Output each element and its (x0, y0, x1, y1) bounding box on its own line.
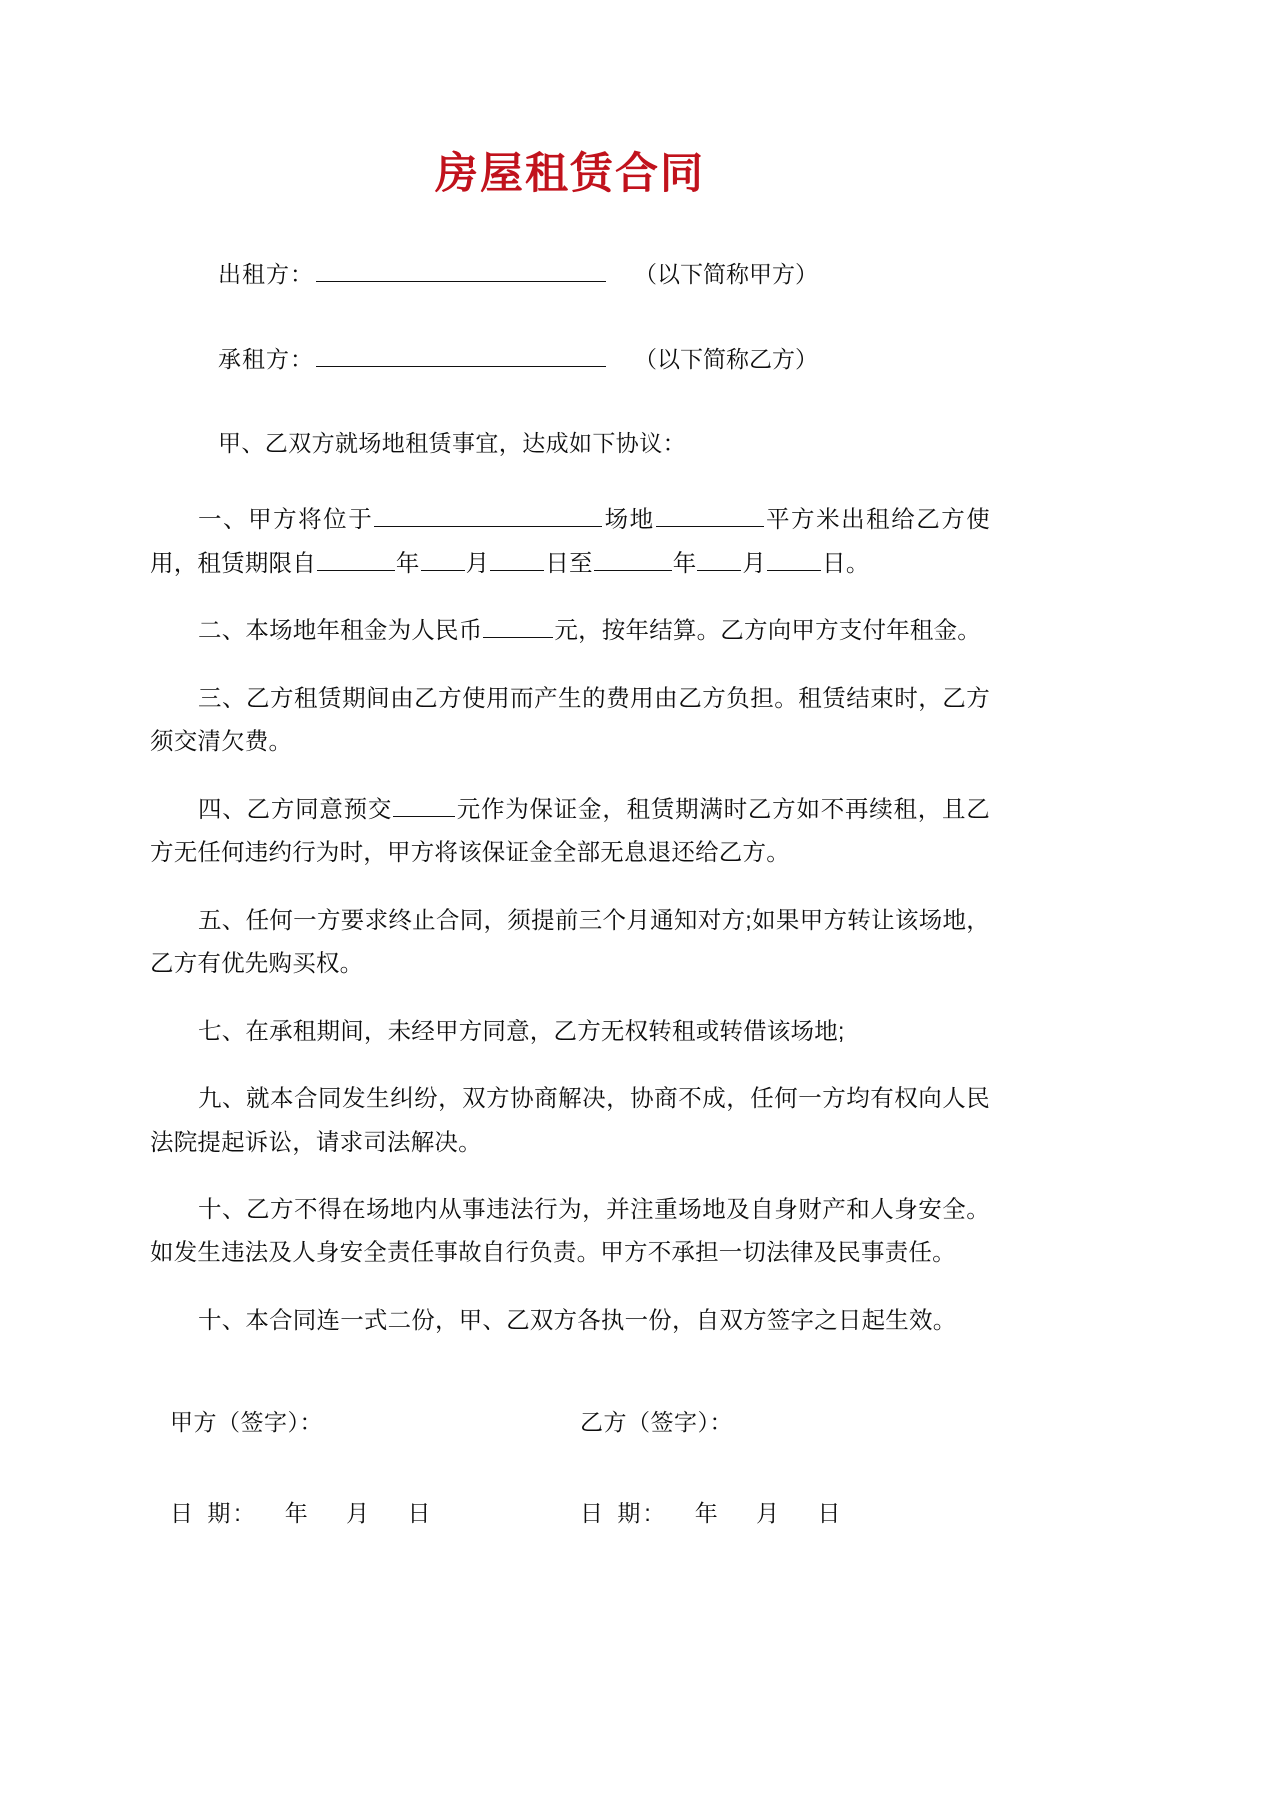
clause-1-text-h: 月 (742, 549, 767, 576)
clause-10-text: 乙方不得在场地内从事违法行为，并注重场地及自身财产和人身安全。如发生违法及人身安全责任事故自行负责。甲方不承担一切法律及民事责任。 (150, 1195, 991, 1266)
lessor-note: （以下简称甲方） (634, 260, 818, 287)
clause-1-text-c: 平方米出租给乙方使用，租赁期限自 (150, 506, 991, 576)
party-b-date-units: 年 月 日 (694, 1500, 857, 1527)
clause-1-location-blank[interactable] (374, 502, 602, 528)
signature-block (150, 1404, 990, 1528)
clause-4-deposit-blank[interactable] (393, 791, 455, 817)
lessor-line (150, 256, 990, 293)
clause-2-text-b: 元，按年结算。乙方向甲方支付年租金。 (554, 617, 982, 644)
clause-1 (150, 498, 990, 585)
clause-1-text-f: 日至 (545, 549, 593, 576)
agreement-intro: 甲、乙双方就场地租赁事宜，达成如下协议： (218, 430, 686, 457)
clause-3-text: 乙方租赁期间由乙方使用而产生的费用由乙方负担。租赁结束时，乙方须交清欠费。 (150, 684, 991, 755)
clause-10 (150, 1188, 990, 1275)
clause-5 (150, 899, 990, 986)
clause-1-area-blank[interactable] (656, 502, 764, 528)
lessee-name-blank[interactable] (316, 341, 606, 366)
clause-1-text-i: 日。 (822, 549, 870, 576)
party-a-date-label: 日 期: (170, 1500, 245, 1527)
clause-4 (150, 788, 990, 875)
lessee-line (150, 341, 990, 378)
clause-7-number: 七、 (198, 1017, 246, 1044)
clause-11-number: 十、 (198, 1306, 246, 1333)
clause-4-text-b: 元作为保证金，租赁期满时乙方如不再续租，且乙方无任何违约行为时，甲方将该保证金全部无息退还给乙方。 (150, 795, 991, 866)
lessee-note: （以下简称乙方） (634, 345, 818, 372)
clause-2-rent-blank[interactable] (483, 613, 553, 639)
page-title: 房屋租赁合同 (435, 150, 705, 198)
clause-1-text-d: 年 (395, 549, 420, 576)
clause-1-end-month-blank[interactable] (697, 545, 741, 571)
clause-2-number: 二、 (198, 617, 246, 644)
party-b-date-label: 日 期: (580, 1500, 655, 1527)
clause-1-end-day-blank[interactable] (767, 545, 821, 571)
clause-1-text-a: 甲方将位于 (248, 506, 374, 533)
clause-1-text-b: 场地 (603, 506, 655, 533)
clause-5-number: 五、 (198, 906, 246, 933)
clause-7-text: 在承租期间，未经甲方同意，乙方无权转租或转借该场地; (245, 1017, 845, 1044)
lessor-label: 出租方： (218, 260, 314, 287)
clause-11 (150, 1299, 990, 1342)
clause-1-start-year-blank[interactable] (317, 545, 395, 571)
clause-4-text-a: 乙方同意预交 (246, 795, 393, 822)
party-a-date-units: 年 月 日 (284, 1500, 447, 1527)
clause-9-number: 九、 (198, 1085, 247, 1112)
clause-1-text-e: 月 (465, 549, 490, 576)
party-a-signature-label[interactable]: 甲方（签字）： (170, 1409, 323, 1436)
lessor-name-blank[interactable] (316, 257, 606, 282)
clause-1-number: 一、 (198, 506, 249, 533)
clause-1-start-month-blank[interactable] (421, 545, 465, 571)
clause-11-text: 本合同连一式二份，甲、乙双方各执一份，自双方签字之日起生效。 (245, 1306, 957, 1333)
clause-4-number: 四、 (198, 795, 247, 822)
clause-5-text: 任何一方要求终止合同，须提前三个月通知对方;如果甲方转让该场地，乙方有优先购买权。 (150, 906, 990, 977)
party-block (150, 256, 990, 378)
party-b-signature-label[interactable]: 乙方（签字）： (580, 1409, 733, 1436)
clause-1-text-g: 年 (672, 549, 697, 576)
signature-row (170, 1404, 990, 1437)
clause-10-number: 十、 (198, 1195, 247, 1222)
clause-3 (150, 677, 990, 764)
clause-9 (150, 1077, 990, 1164)
lessee-label: 承租方： (218, 345, 314, 372)
clause-1-start-day-blank[interactable] (490, 545, 544, 571)
clause-2 (150, 609, 990, 652)
clause-2-text-a: 本场地年租金为人民币 (245, 617, 483, 644)
date-row (170, 1495, 990, 1528)
party-b-date[interactable] (580, 1495, 990, 1528)
party-a-date[interactable] (170, 1495, 580, 1528)
clause-3-number: 三、 (198, 684, 247, 711)
document-sheet (150, 0, 990, 1528)
clause-9-text: 就本合同发生纠纷，双方协商解决，协商不成，任何一方均有权向人民法院提起诉讼，请求司法解决。 (150, 1085, 991, 1155)
clause-7 (150, 1010, 990, 1053)
clause-1-end-year-blank[interactable] (594, 545, 672, 571)
